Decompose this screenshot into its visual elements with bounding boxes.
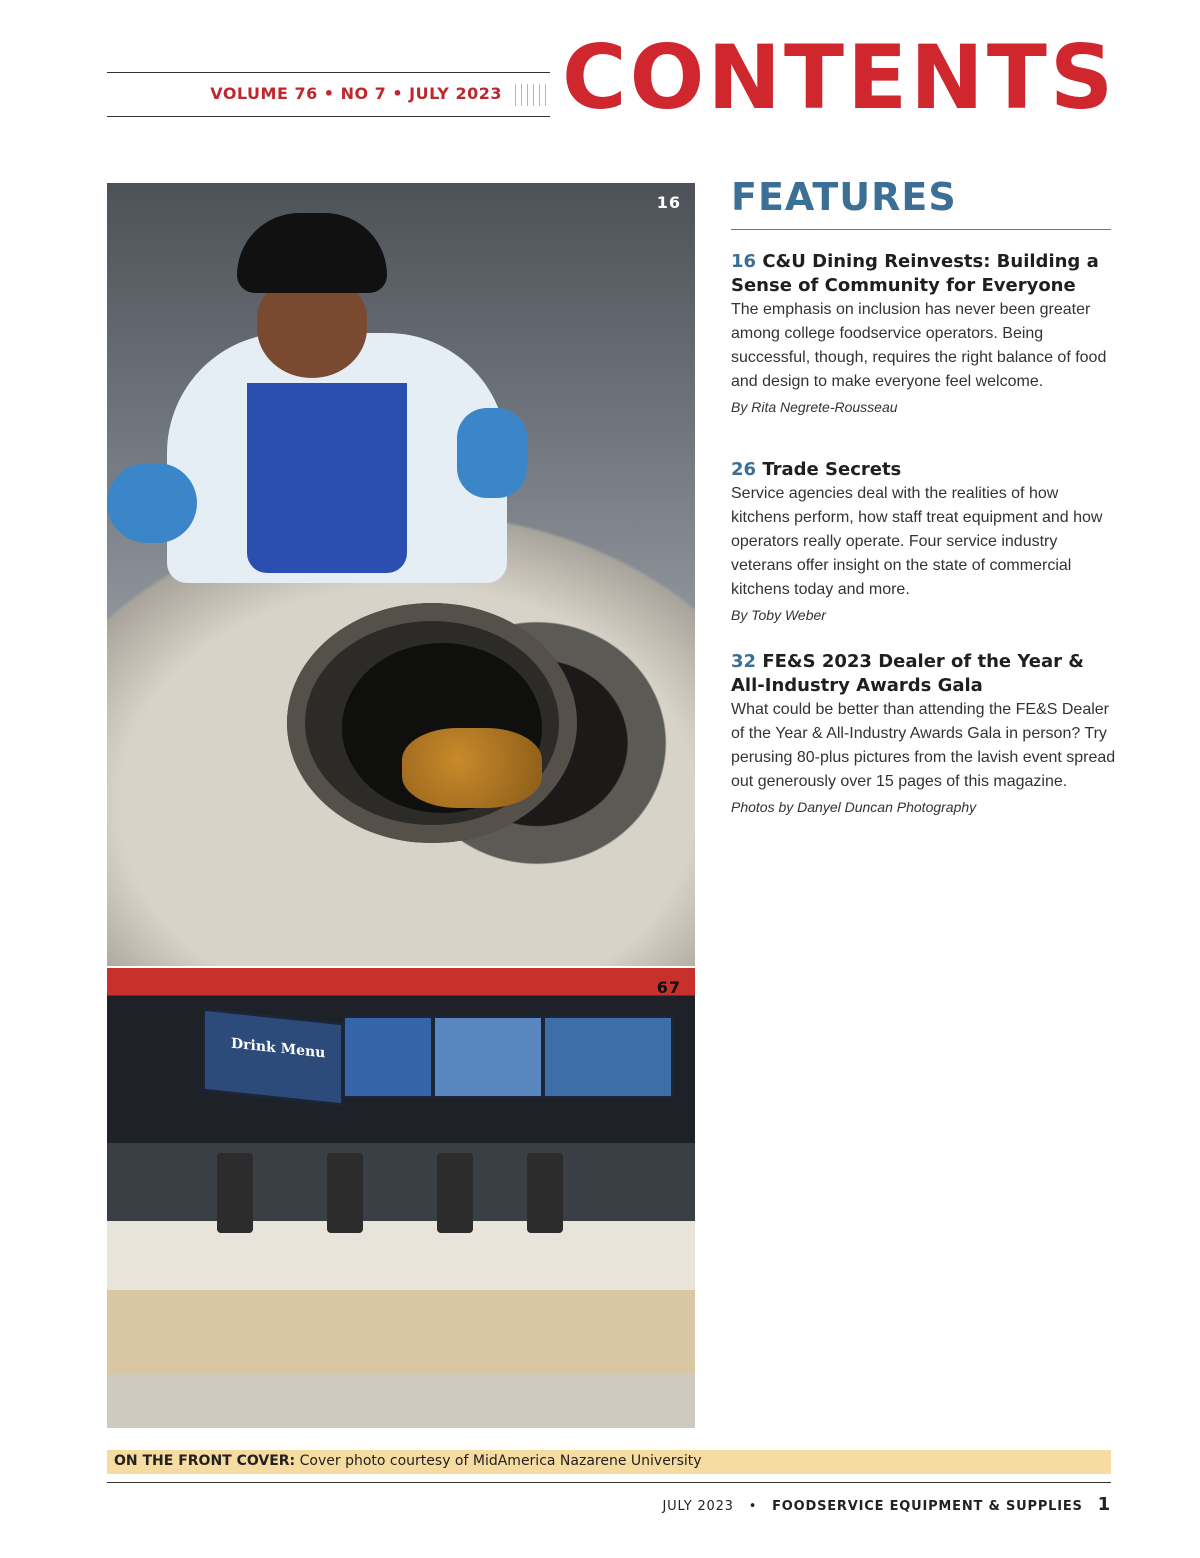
feature-article[interactable]: [731, 250, 1116, 420]
article-byline: By Rita Negrete-Rousseau: [731, 399, 898, 415]
chef-hat-shape: [237, 213, 387, 293]
cover-credit-text: Cover photo courtesy of MidAmerica Nazarene University: [299, 1453, 702, 1469]
article-page-number: 32: [731, 651, 757, 672]
article-summary: The emphasis on inclusion has never been greater among college foodservice operators. Being successful, though, requires the right balance of food and design to make everyone feel welcome.: [731, 301, 1107, 390]
dispenser-machine: [437, 1153, 473, 1233]
article-headline[interactable]: [731, 250, 1116, 298]
chef-apron-shape: [247, 383, 407, 573]
glove-left-shape: [107, 463, 197, 543]
article-page-number: 26: [731, 459, 757, 480]
article-page-number: 16: [731, 251, 757, 272]
article-byline: By Toby Weber: [731, 607, 826, 623]
footer-rule: [107, 1482, 1111, 1483]
feature-photo-chef-tandoor: [107, 183, 695, 966]
features-heading: FEATURES: [731, 175, 957, 219]
menu-board: [343, 1016, 433, 1098]
footer-separator: •: [748, 1499, 758, 1514]
header-rule-bottom: [107, 116, 550, 117]
article-byline: Photos by Danyel Duncan Photography: [731, 799, 977, 815]
feature-photo-beverage-station: [107, 968, 695, 1428]
article-title[interactable]: FE&S 2023 Dealer of the Year & All-Industry Awards Gala: [731, 651, 1084, 696]
dispenser-machine: [217, 1153, 253, 1233]
decorative-ticks: [515, 84, 551, 106]
article-summary: What could be better than attending the FE&S Dealer of the Year & All-Industry Awards Gala in person? Try perusing 80-plus pictures from the lavish event spread out generously over 15 pages of this magazine.: [731, 701, 1116, 790]
cover-credit-bar: [107, 1450, 1111, 1474]
chef-face-shape: [257, 278, 367, 378]
article-title[interactable]: C&U Dining Reinvests: Building a Sense of Community for Everyone: [731, 251, 1099, 296]
page-title: CONTENTS: [562, 26, 1117, 129]
cover-credit-label: ON THE FRONT COVER:: [114, 1453, 296, 1469]
dispenser-machine: [527, 1153, 563, 1233]
dispenser-machine: [327, 1153, 363, 1233]
article-summary: Service agencies deal with the realities of how kitchens perform, how staff treat equipment and how operators really operate. Four service industry veterans offer insight on the state of commercial kitchens today and more.: [731, 485, 1103, 598]
article-title[interactable]: Trade Secrets: [762, 459, 902, 480]
volume-issue-line: VOLUME 76 • NO 7 • JULY 2023: [210, 84, 502, 103]
article-headline[interactable]: [731, 458, 1116, 482]
page-number: 1: [1097, 1494, 1111, 1515]
menu-board: [203, 1009, 343, 1106]
menu-board: [543, 1016, 673, 1098]
feature-article[interactable]: [731, 650, 1116, 820]
feature-article[interactable]: [731, 458, 1116, 628]
features-rule: [731, 229, 1111, 230]
glove-right-shape: [457, 408, 527, 498]
photo-page-ref: 16: [656, 193, 681, 212]
menu-board: [433, 1016, 543, 1098]
footer: [663, 1494, 1111, 1515]
header-rule-top: [107, 72, 550, 73]
menu-board-title: Drink Menu: [231, 1035, 326, 1062]
footer-publication: FOODSERVICE EQUIPMENT & SUPPLIES: [772, 1499, 1083, 1514]
article-headline[interactable]: [731, 650, 1116, 698]
footer-date: JULY 2023: [662, 1499, 734, 1514]
photo-page-ref: 67: [656, 978, 681, 997]
food-shape: [402, 728, 542, 808]
